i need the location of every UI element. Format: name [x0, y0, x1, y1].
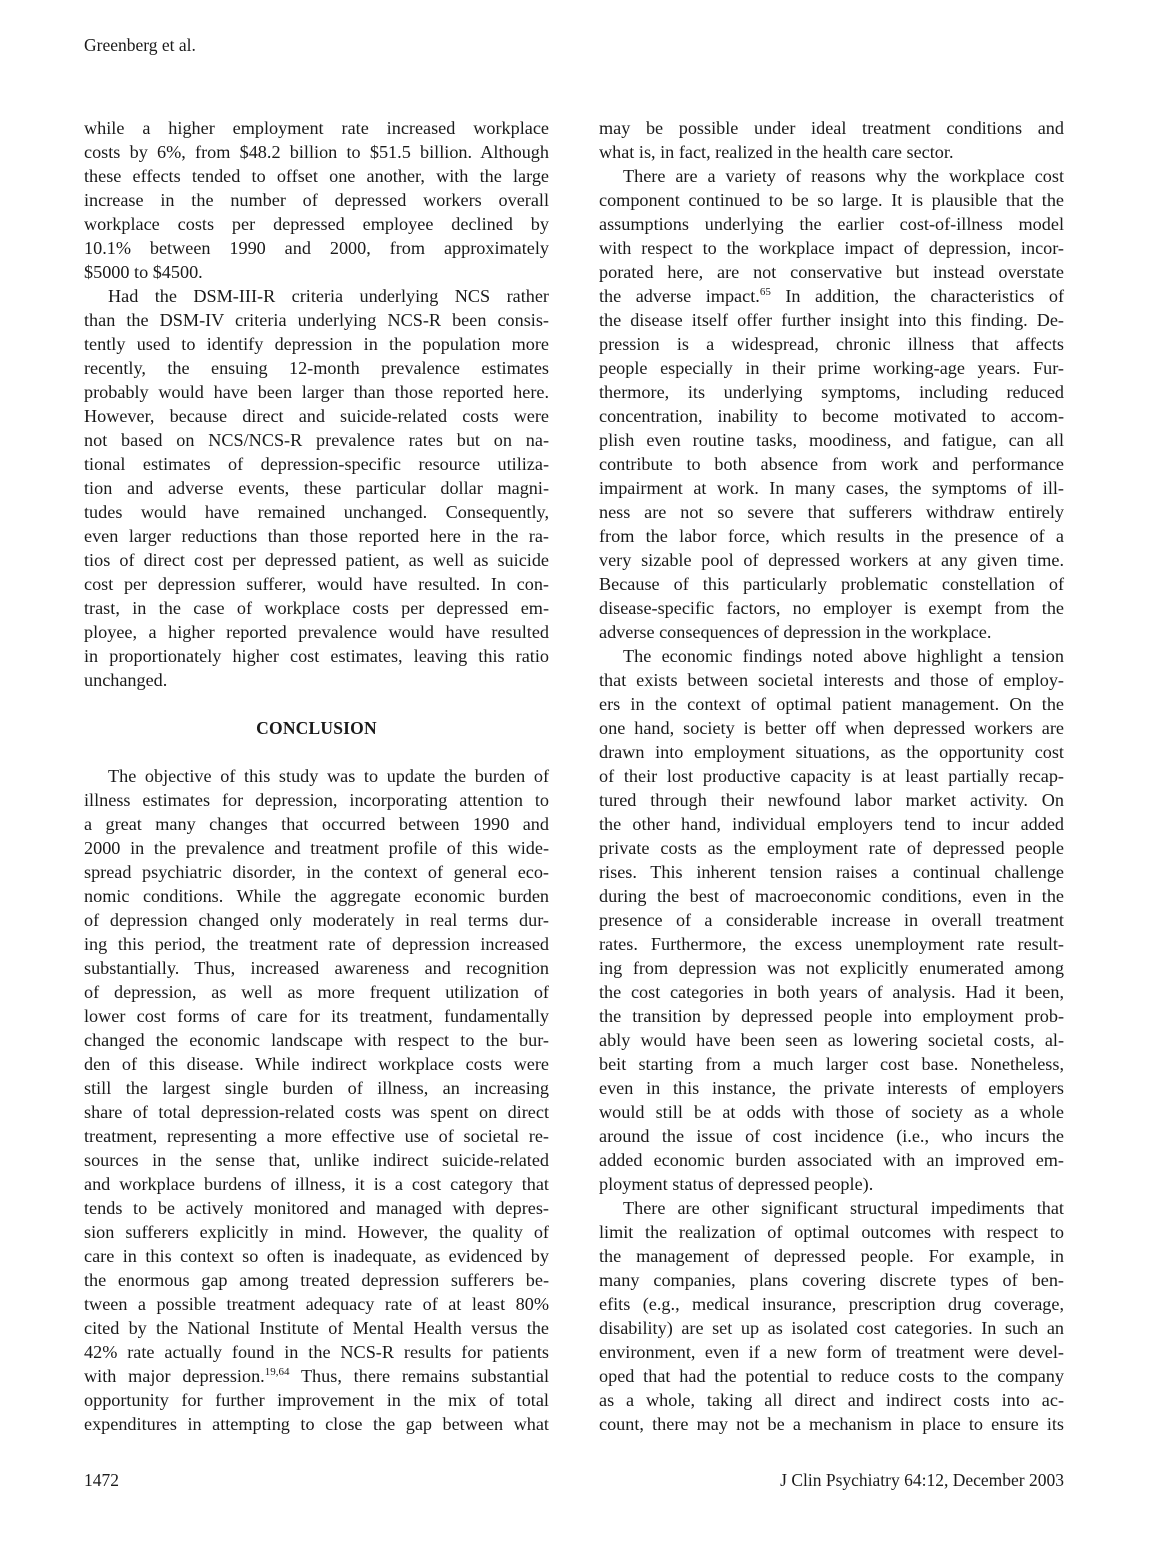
text-line: a great many changes that occurred between 1990 and: [84, 814, 549, 834]
text-line: the management of depressed people. For example, in: [599, 1246, 1064, 1266]
text-line: of their lost productive capacity is at least partially recap-: [599, 766, 1064, 786]
text-line: tently used to identify depression in the population more: [84, 334, 549, 354]
text-line: ployment status of depressed people).: [599, 1174, 874, 1194]
text-line: care in this context so often is inadequate, as evidenced by: [84, 1246, 549, 1266]
text-line: ably would have been seen as lowering societal costs, al-: [599, 1030, 1064, 1050]
text-line-with-citation: [84, 1364, 549, 1388]
text-line: nomic conditions. While the aggregate economic burden: [84, 886, 549, 906]
text-line: cited by the National Institute of Mental Health versus the: [84, 1318, 549, 1338]
text-line: contribute to both absence from work and performance: [599, 454, 1064, 474]
text-line: costs by 6%, from $48.2 billion to $51.5 billion. Although: [84, 142, 549, 162]
text-line: disability) are set up as isolated cost categories. In such an: [599, 1318, 1064, 1338]
spacer: [84, 740, 549, 764]
text-line: tween a possible treatment adequacy rate of at least 80%: [84, 1294, 549, 1314]
text-line: changed the economic landscape with respect to the bur-: [84, 1030, 549, 1050]
text-line: porated here, are not conservative but instead overstate: [599, 262, 1064, 282]
text-line: 10.1% between 1990 and 2000, from approximately: [84, 238, 549, 258]
text-line: tios of direct cost per depressed patient, as well as suicide: [84, 550, 549, 570]
text-line: the disease itself offer further insight into this finding. De-: [599, 310, 1064, 330]
text-line: sion sufferers explicitly in mind. However, the quality of: [84, 1222, 549, 1242]
text-fragment: the adverse impact.: [599, 286, 760, 306]
text-line: thermore, its underlying symptoms, including reduced: [599, 382, 1064, 402]
text-line: trast, in the case of workplace costs per depressed em-: [84, 598, 549, 618]
text-line: There are other significant structural impediments that: [623, 1198, 1064, 1218]
text-line: presence of a considerable increase in overall treatment: [599, 910, 1064, 930]
text-line: component continued to be so large. It is plausible that the: [599, 190, 1064, 210]
text-line-with-citation: [599, 284, 1064, 308]
text-line: $5000 to $4500.: [84, 262, 203, 282]
text-line: and workplace burdens of illness, it is a cost category that: [84, 1174, 549, 1194]
text-line: as a whole, taking all direct and indirect costs into ac-: [599, 1390, 1064, 1410]
text-line: private costs as the employment rate of depressed people: [599, 838, 1064, 858]
text-line: 2000 in the prevalence and treatment profile of this wide-: [84, 838, 549, 858]
text-line: the enormous gap among treated depression sufferers be-: [84, 1270, 549, 1290]
text-line: ployee, a higher reported prevalence would have resulted: [84, 622, 549, 642]
text-line: added economic burden associated with an improved em-: [599, 1150, 1064, 1170]
text-line: beit starting from a much larger cost base. Nonetheless,: [599, 1054, 1064, 1074]
paragraph: [599, 644, 1064, 1196]
text-line: The objective of this study was to update the burden of: [108, 766, 549, 786]
section-heading-conclusion: CONCLUSION: [256, 718, 377, 738]
text-line: recently, the ensuing 12-month prevalence estimates: [84, 358, 549, 378]
text-line: treatment, representing a more effective use of societal re-: [84, 1126, 549, 1146]
text-line: Because of this particularly problematic constellation of: [599, 574, 1064, 594]
text-line: The economic findings noted above highlight a tension: [623, 646, 1064, 666]
text-line: environment, even if a new form of treatment were devel-: [599, 1342, 1064, 1362]
text-line: rises. This inherent tension raises a continual challenge: [599, 862, 1064, 882]
text-line: many companies, plans covering discrete types of ben-: [599, 1270, 1064, 1290]
text-line: from the labor force, which results in the presence of a: [599, 526, 1064, 546]
paragraph: [84, 116, 549, 284]
journal-citation: J Clin Psychiatry 64:12, December 2003: [780, 1470, 1064, 1490]
text-line: ing from depression was not explicitly enumerated among: [599, 958, 1064, 978]
paragraph: [599, 116, 1064, 164]
text-line: cost per depression sufferer, would have resulted. In con-: [84, 574, 549, 594]
text-fragment: Thus, there remains substantial: [289, 1366, 550, 1386]
text-line: around the issue of cost incidence (i.e., who incurs the: [599, 1126, 1064, 1146]
text-line: even in this instance, the private interests of employers: [599, 1078, 1064, 1098]
paragraph: [84, 284, 549, 692]
text-line: There are a variety of reasons why the workplace cost: [623, 166, 1064, 186]
text-line: ers in the context of optimal patient management. On the: [599, 694, 1064, 714]
paragraph: [84, 764, 549, 1436]
text-line: during the best of macroeconomic conditions, even in the: [599, 886, 1064, 906]
text-line: tured through their newfound labor market activity. On: [599, 790, 1064, 810]
text-line: 42% rate actually found in the NCS-R results for patients: [84, 1342, 549, 1362]
spacer: [84, 692, 549, 716]
text-fragment: In addition, the characteristics of: [770, 286, 1064, 306]
text-line: oped that had the potential to reduce costs to the company: [599, 1366, 1064, 1386]
text-line: what is, in fact, realized in the health care sector.: [599, 142, 954, 162]
text-line: tends to be actively monitored and managed with depres-: [84, 1198, 549, 1218]
text-line: with respect to the workplace impact of depression, incor-: [599, 238, 1064, 258]
text-line: tudes would have remained unchanged. Consequently,: [84, 502, 549, 522]
text-line: lower cost forms of care for its treatment, fundamentally: [84, 1006, 549, 1026]
text-line: unchanged.: [84, 670, 168, 690]
citation-superscript: 19,64: [264, 1366, 290, 1378]
text-line: one hand, society is better off when depressed workers are: [599, 718, 1064, 738]
text-line: disease-specific factors, no employer is exempt from the: [599, 598, 1064, 618]
text-line: efits (e.g., medical insurance, prescription drug coverage,: [599, 1294, 1064, 1314]
text-line: illness estimates for depression, incorporating attention to: [84, 790, 549, 810]
text-line: expenditures in attempting to close the gap between what: [84, 1414, 549, 1434]
citation-superscript: 65: [759, 286, 771, 298]
text-line: limit the realization of optimal outcomes with respect to: [599, 1222, 1064, 1242]
text-line: these effects tended to offset one another, with the large: [84, 166, 549, 186]
text-line: of depression changed only moderately in real terms dur-: [84, 910, 549, 930]
text-line: people especially in their prime working-age years. Fur-: [599, 358, 1064, 378]
text-line: adverse consequences of depression in the workplace.: [599, 622, 992, 642]
text-line: very sizable pool of depressed workers at any given time.: [599, 550, 1064, 570]
text-line: substantially. Thus, increased awareness and recognition: [84, 958, 549, 978]
text-line: still the largest single burden of illness, an increasing: [84, 1078, 549, 1098]
text-line: the other hand, individual employers tend to incur added: [599, 814, 1064, 834]
right-column: [599, 116, 1064, 1436]
text-line: plish even routine tasks, moodiness, and fatigue, can all: [599, 430, 1064, 450]
text-line: probably would have been larger than those reported here.: [84, 382, 549, 402]
text-line: even larger reductions than those reported here in the ra-: [84, 526, 549, 546]
text-line: while a higher employment rate increased workplace: [84, 118, 549, 138]
text-line: impairment at work. In many cases, the symptoms of ill-: [599, 478, 1064, 498]
text-line: den of this disease. While indirect workplace costs were: [84, 1054, 549, 1074]
text-line: sources in the sense that, unlike indirect suicide-related: [84, 1150, 549, 1170]
text-line: tional estimates of depression-specific resource utiliza-: [84, 454, 549, 474]
text-line: Had the DSM-III-R criteria underlying NCS rather: [108, 286, 549, 306]
text-line: the transition by depressed people into employment prob-: [599, 1006, 1064, 1026]
text-line: would still be at odds with those of society as a whole: [599, 1102, 1064, 1122]
text-line: increase in the number of depressed workers overall: [84, 190, 549, 210]
text-line: assumptions underlying the earlier cost-of-illness model: [599, 214, 1064, 234]
text-fragment: with major depression.: [84, 1366, 265, 1386]
left-column: [84, 116, 549, 1436]
page-number: 1472: [84, 1470, 119, 1490]
text-line: rates. Furthermore, the excess unemployment rate result-: [599, 934, 1064, 954]
text-line: count, there may not be a mechanism in place to ensure its: [599, 1414, 1064, 1434]
text-line: spread psychiatric disorder, in the context of general eco-: [84, 862, 549, 882]
text-line: of depression, as well as more frequent utilization of: [84, 982, 549, 1002]
text-line: the cost categories in both years of analysis. Had it been,: [599, 982, 1064, 1002]
text-line: drawn into employment situations, as the opportunity cost: [599, 742, 1064, 762]
text-line: ing this period, the treatment rate of depression increased: [84, 934, 549, 954]
text-line: in proportionately higher cost estimates, leaving this ratio: [84, 646, 549, 666]
text-line: workplace costs per depressed employee declined by: [84, 214, 549, 234]
text-line: than the DSM-IV criteria underlying NCS-R been consis-: [84, 310, 549, 330]
text-line: However, because direct and suicide-related costs were: [84, 406, 549, 426]
paragraph: [599, 164, 1064, 644]
text-line: may be possible under ideal treatment conditions and: [599, 118, 1064, 138]
text-line: not based on NCS/NCS-R prevalence rates but on na-: [84, 430, 549, 450]
text-line: opportunity for further improvement in the mix of total: [84, 1390, 549, 1410]
text-line: pression is a widespread, chronic illness that affects: [599, 334, 1064, 354]
text-line: concentration, inability to become motivated to accom-: [599, 406, 1064, 426]
running-head: Greenberg et al.: [84, 35, 196, 55]
text-line: tion and adverse events, these particular dollar magni-: [84, 478, 549, 498]
text-line: ness are not so severe that sufferers withdraw entirely: [599, 502, 1064, 522]
text-line: that exists between societal interests and those of employ-: [599, 670, 1064, 690]
text-line: share of total depression-related costs was spent on direct: [84, 1102, 549, 1122]
paragraph: [599, 1196, 1064, 1436]
